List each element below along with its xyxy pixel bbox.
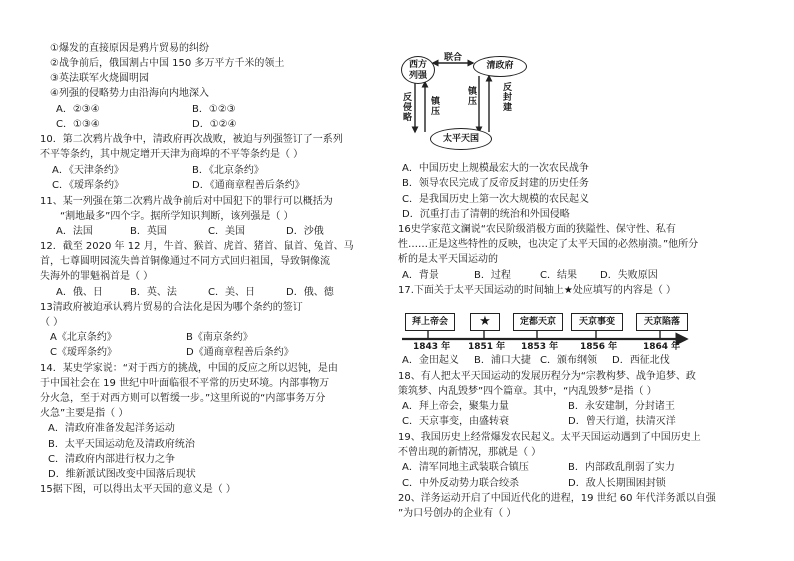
q11-option-b: B．英国	[130, 226, 167, 237]
q13-stem-2: （ ）	[40, 317, 64, 328]
q18-stem-1: 18、有人把太平天国运动的发展历程分为“宗教构梦、战争追梦、政	[398, 371, 696, 382]
q12-stem-2: 首，七尊圆明园流失兽首铜像通过不同方式回归祖国，导致铜像流	[40, 256, 330, 267]
q16-option-a: A．背景	[402, 270, 439, 281]
q10-stem-2: 不平等条约，其中规定增开天津为商埠的不平等条约是（ ）	[40, 149, 304, 160]
q17-stem: 17.下面关于太平天国运动的时间轴上★处应填写的内容是（ ）	[398, 285, 677, 296]
q11-option-c: C．美国	[208, 226, 245, 237]
q14-stem-1: 14．某史学家说：“对于西方的挑战，中国的反应之所以迟钝，是由	[40, 363, 338, 374]
timeline-event-tianjing-incident: 天京事变	[571, 313, 623, 331]
q15-option-a: A．中国历史上规模最宏大的一次农民战争	[402, 163, 589, 174]
q15-option-d: D．沉重打击了清朝的统治和外国侵略	[402, 209, 570, 220]
q14-stem-2: 于中国社会在 19 世纪中叶面临很不平常的历史环境。内部事物万	[40, 378, 330, 389]
q9-statement-3: ③英法联军火烧圆明园	[50, 73, 149, 84]
q13-option-c: C《瑷珲条约》	[50, 347, 117, 358]
q11-option-d: D．沙俄	[286, 226, 324, 237]
q11-stem-2: “割地最多”四个字。据所学知识判断，该列强是（ ）	[60, 211, 294, 222]
q19-option-a: A．清军同地主武装联合镇压	[402, 462, 529, 473]
q9-statement-1: ①爆发的直接原因是鸦片贸易的纠纷	[50, 43, 209, 54]
timeline-year-1864: 1864 年	[643, 342, 681, 352]
q17-option-d: D．西征北伐	[612, 355, 670, 366]
q10-option-c: C．《瑷珲条约》	[52, 180, 124, 191]
q10-option-a: A．《天津条约》	[52, 165, 124, 176]
q16-option-b: B．过程	[474, 270, 511, 281]
q12-option-c: C．美、日	[208, 287, 255, 298]
q18-stem-2: 策筑梦、内乱毁梦”四个篇章。其中，“内乱毁梦”是指（ ）	[398, 386, 657, 397]
timeline-year-1843: 1843 年	[413, 342, 451, 352]
q16-stem-3: 析的是太平天国运动的	[398, 254, 498, 265]
q14-option-a: A．清政府准备发起洋务运动	[48, 423, 175, 434]
label-suppress-left: 镇压	[429, 96, 439, 116]
q9-option-b: B．①②③	[192, 104, 236, 115]
label-union: 联合	[444, 53, 463, 63]
q9-option-d: D．①②④	[192, 119, 237, 130]
q16-option-c: C．结果	[540, 270, 577, 281]
q17-option-a: A．金田起义	[402, 355, 459, 366]
timeline-year-1856: 1856 年	[580, 342, 618, 352]
q12-option-a: A．俄、日	[56, 287, 103, 298]
timeline-year-1851: 1851 年	[468, 342, 506, 352]
q16-stem-2: 性……正是这些特性的反映，也决定了太平天国的必然崩溃。”他所分	[398, 239, 699, 250]
label-suppress-right: 镇压	[466, 86, 476, 106]
q16-stem-1: 16史学家范文澜说“农民阶级消极方面的狭隘性、保守性、私有	[398, 224, 676, 235]
q18-option-c: C．天京事变，由盛转衰	[402, 416, 509, 427]
q14-option-c: C．清政府内部进行权力之争	[48, 454, 175, 465]
timeline-event-capital: 定都天京	[513, 313, 563, 331]
timeline-event-baishangdi: 拜上帝会	[405, 313, 455, 331]
q13-option-a: A《北京条约》	[50, 332, 117, 343]
q12-option-d: D．俄、德	[286, 287, 334, 298]
q10-option-b: B．《北京条约》	[192, 165, 264, 176]
timeline-event-tianjing-fall: 天京陷落	[636, 313, 688, 331]
q18-option-d: D．曾天行道，扶清灭洋	[568, 416, 676, 427]
q19-option-d: D．敌人长期围困封锁	[568, 478, 666, 489]
q14-stem-3: 分火急，至于对西方则可以暂缓一步。”这里所说的“内部事务万分	[40, 393, 326, 404]
q20-stem-1: 20、洋务运动开启了中国近代化的进程，19 世纪 60 年代洋务派以自强	[398, 493, 716, 504]
timeline-year-1853: 1853 年	[521, 342, 559, 352]
q12-stem-1: 12．截至 2020 年 12 月，牛首、猴首、虎首、猪首、鼠首、兔首、马	[40, 241, 354, 252]
node-western-powers	[401, 56, 435, 84]
q17-option-b: B．浦口大捷	[474, 355, 531, 366]
q11-option-a: A．法国	[56, 226, 93, 237]
q19-stem-1: 19、我国历史上经常爆发农民起义。太平天国运动遇到了中国历史上	[398, 432, 701, 443]
q14-option-b: B．太平天国运动危及清政府统治	[48, 439, 195, 450]
q19-option-c: C．中外反动势力联合绞杀	[402, 478, 519, 489]
node-western-powers-label: 西方列强	[408, 60, 427, 81]
label-anti-feudal: 反封建	[501, 82, 511, 112]
q11-stem-1: 11、某一列强在第二次鸦片战争前后对中国犯下的罪行可以概括为	[40, 196, 333, 207]
q15-option-c: C．是我国历史上第一次大规模的农民起义	[402, 194, 589, 205]
q20-stem-2: ”为口号创办的企业有（ ）	[398, 508, 517, 519]
node-qing-government: 清政府	[473, 56, 527, 77]
q13-option-d: D《通商章程善后条约》	[186, 347, 294, 358]
q15-option-b: B．领导农民完成了反帝反封建的历史任务	[402, 178, 589, 189]
q17-option-c: C．颁布纲领	[540, 355, 597, 366]
q14-stem-4: 火急”主要是指（ ）	[40, 408, 129, 419]
q9-option-c: C．①③④	[56, 119, 100, 130]
q10-stem-1: 10．第二次鸦片战争中，清政府再次战败，被迫与列强签订了一系列	[40, 134, 343, 145]
q9-option-a: A．②③④	[56, 104, 100, 115]
q10-option-d: D．《通商章程善后条约》	[192, 180, 305, 191]
q13-option-b: B《南京条约》	[186, 332, 253, 343]
q15-stem: 15据下图，可以得出太平天国的意义是（ ）	[40, 484, 236, 495]
q12-stem-3: 失海外的罪魁祸首是（ ）	[40, 271, 154, 282]
timeline-event-star: ★	[470, 313, 500, 331]
q13-stem-1: 13清政府被迫承认鸦片贸易的合法化是因为哪个条约的签订	[40, 302, 303, 313]
q18-option-b: B．永安建制，分封诸王	[568, 401, 675, 412]
q14-option-d: D．维新派试图改变中国落后现状	[48, 469, 196, 480]
q12-option-b: B．英、法	[130, 287, 177, 298]
q16-option-d: D．失败原因	[600, 270, 658, 281]
node-taiping: 太平天国	[430, 128, 492, 150]
q19-stem-2: 不曾出现的新情况，那就是（ ）	[398, 447, 542, 458]
q9-statement-2: ②战争前后，俄国割占中国 150 多万平方千米的领土	[50, 58, 285, 69]
label-anti-aggression: 反侵略	[401, 92, 411, 122]
q9-statement-4: ④列强的侵略势力由沿海向内地深入	[50, 88, 209, 99]
q18-option-a: A．拜上帝会，聚集力量	[402, 401, 509, 412]
q19-option-b: B．内部政乱削弱了实力	[568, 462, 675, 473]
